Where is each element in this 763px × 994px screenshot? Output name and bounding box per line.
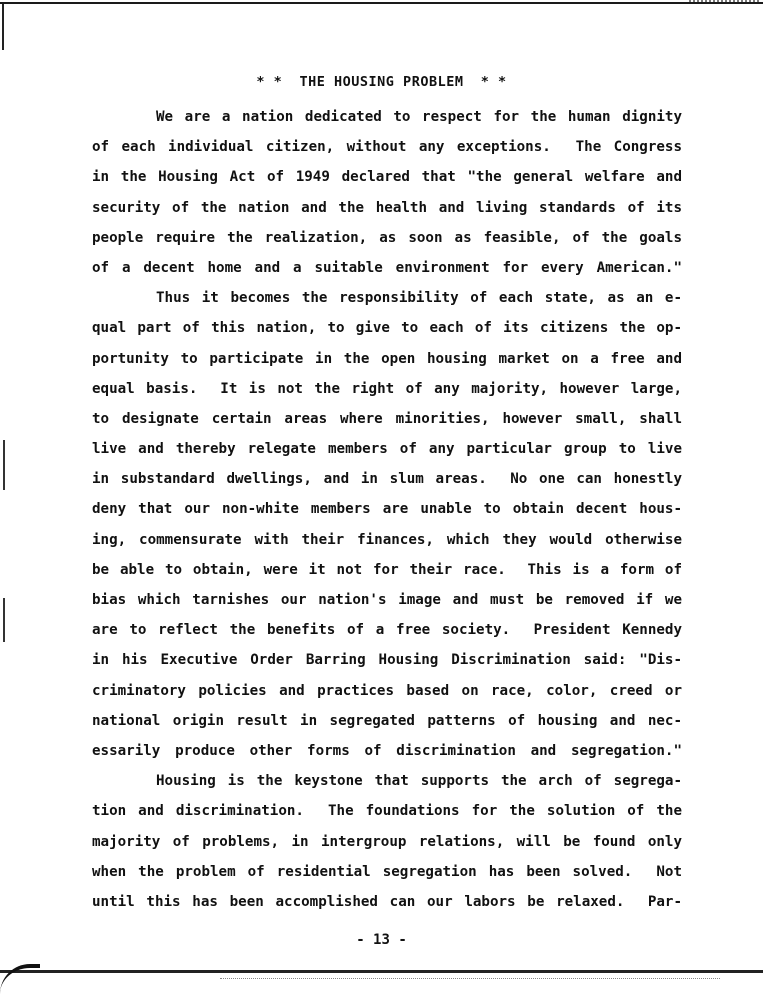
text-line: criminatory policies and practices based on race, color, creed or [92,682,682,699]
text-line: are to reflect the benefits of a free society. President Kennedy [92,622,682,639]
body-text [92,102,682,917]
text-line: portunity to participate in the open housing market on a free and [92,350,682,367]
text-line: Housing is the keystone that supports the arch of segrega- [156,773,682,790]
text-line: be able to obtain, were it not for their race. This is a form of [92,561,682,578]
text-line: We are a nation dedicated to respect for the human dignity [156,109,682,125]
text-line: ing, commensurate with their finances, which they would otherwise [92,531,682,548]
text-line: Thus it becomes the responsibility of each state, as an e- [156,290,682,307]
text-line: qual part of this nation, to give to each of its citizens the op- [92,320,682,337]
text-line: security of the nation and the health and living standards of its [92,199,682,216]
text-line: essarily produce other forms of discrimination and segregation." [92,742,682,759]
scan-bottom-dots [220,978,720,980]
text-line: of each individual citizen, without any exceptions. The Congress [92,139,682,156]
text-line: bias which tarnishes our nation's image and must be removed if we [92,592,682,608]
text-line: equal basis. It is not the right of any majority, however large, [92,380,682,397]
scan-bottom-edge [0,970,763,982]
text-line: until this has been accomplished can our labors be relaxed. Par- [92,893,682,910]
scan-left-edge [2,4,4,50]
text-line: tion and discrimination. The foundations for the solution of the [92,803,682,820]
text-line: national origin result in segregated patterns of housing and nec- [92,712,682,729]
text-line: to designate certain areas where minorities, however small, shall [92,410,682,427]
text-line: deny that our non-white members are unable to obtain decent hous- [92,501,682,518]
text-line: live and thereby relegate members of any particular group to live [92,441,682,458]
text-line: when the problem of residential segregation has been solved. Not [92,863,682,880]
scan-top-dots [689,0,759,4]
page-number: - 13 - [356,932,407,948]
text-line: people require the realization, as soon as feasible, of the goals [92,229,682,246]
scan-left-mark [3,440,5,490]
text-line: of a decent home and a suitable environment for every American." [92,259,682,276]
scan-left-mark [3,598,5,642]
page-title: * * THE HOUSING PROBLEM * * [256,74,507,90]
text-line: in the Housing Act of 1949 declared that "the general welfare and [92,169,682,186]
scan-top-edge [0,2,763,4]
text-line: in substandard dwellings, and in slum areas. No one can honestly [92,471,682,488]
text-line: majority of problems, in intergroup relations, will be found only [92,833,682,850]
text-line: in his Executive Order Barring Housing Discrimination said: "Dis- [92,652,682,669]
